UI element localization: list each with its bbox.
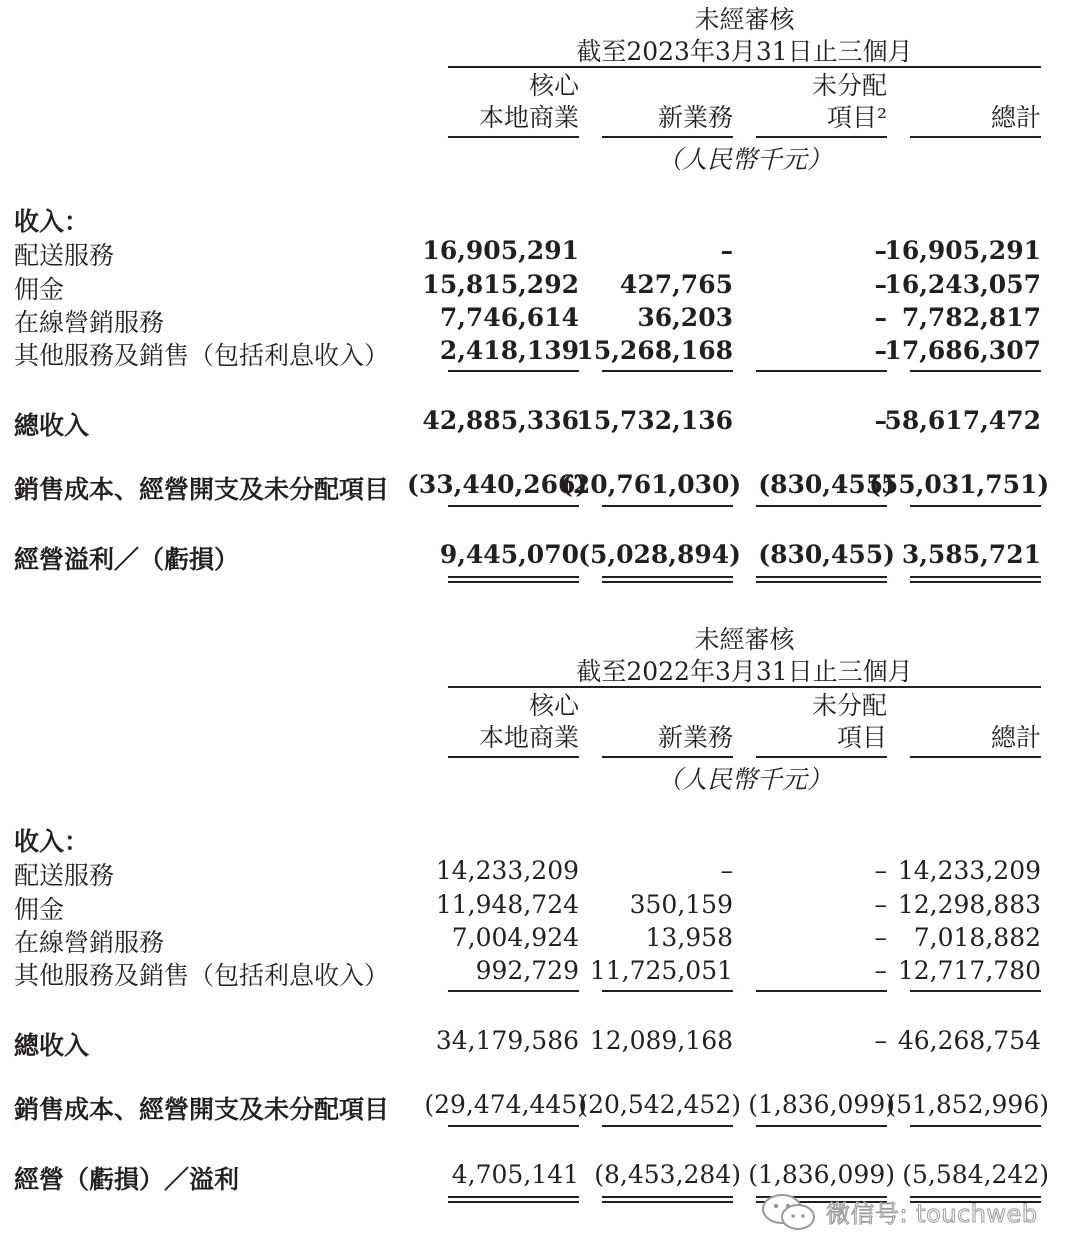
- revenue-row-label: 其他服務及銷售（包括利息收入）: [14, 341, 390, 370]
- operating-result-value: (830,455): [758, 540, 895, 569]
- operating-result-value: 3,585,721: [901, 540, 1041, 569]
- operating-result-value: 9,445,070: [439, 540, 579, 569]
- revenue-row-value: 17,686,307: [884, 336, 1041, 365]
- subtotal-rule: [910, 990, 1041, 992]
- costs-rule: [910, 505, 1041, 507]
- costs-value: (1,836,099): [748, 1090, 895, 1119]
- revenue-row-value: 11,725,051: [589, 956, 733, 985]
- column-header-line2: 本地商業: [478, 103, 579, 132]
- revenue-row-value: –: [874, 890, 887, 919]
- total-double-rule: [448, 576, 579, 583]
- unit-label: （人民幣千元）: [656, 145, 832, 174]
- total-revenue-value: 12,089,168: [589, 1026, 733, 1055]
- column-header-line2: 新業務: [657, 723, 733, 752]
- revenue-row-value: –: [874, 923, 887, 952]
- revenue-heading: 收入：: [14, 827, 90, 856]
- column-header-line1: 未分配: [811, 71, 887, 100]
- revenue-row-value: 350,159: [629, 890, 733, 919]
- total-revenue-value: 34,179,586: [435, 1026, 579, 1055]
- revenue-row-value: –: [874, 336, 887, 365]
- revenue-row-value: 12,717,780: [897, 956, 1041, 985]
- total-revenue-value: –: [874, 406, 887, 435]
- total-revenue-value: 15,732,136: [576, 406, 733, 435]
- revenue-row-label: 在線營銷服務: [14, 308, 165, 337]
- subtotal-rule: [448, 370, 579, 372]
- subtotal-rule: [910, 370, 1041, 372]
- revenue-row-value: 7,004,924: [451, 923, 579, 952]
- unit-label: （人民幣千元）: [656, 765, 832, 794]
- revenue-row-value: 7,746,614: [439, 303, 579, 332]
- column-header-underline: [910, 756, 1041, 758]
- costs-value: (29,474,445): [424, 1090, 587, 1119]
- column-header-underline: [756, 136, 887, 138]
- subtotal-rule: [602, 990, 733, 992]
- revenue-row-value: –: [874, 270, 887, 299]
- operating-result-value: (5,584,242): [902, 1160, 1049, 1189]
- costs-value: (33,440,266): [407, 470, 588, 499]
- costs-label: 銷售成本、經營開支及未分配項目: [14, 1095, 390, 1124]
- revenue-row-value: 16,905,291: [884, 236, 1041, 265]
- section-period: 截至2023年3月31日止三個月: [576, 37, 913, 66]
- column-header-underline: [602, 756, 733, 758]
- revenue-row-value: 36,203: [637, 303, 733, 332]
- period-underline: [448, 66, 1041, 68]
- period-underline: [448, 686, 1041, 688]
- revenue-row-value: 12,298,883: [897, 890, 1041, 919]
- section-title: 未經審核: [694, 625, 795, 654]
- revenue-row-value: 14,233,209: [897, 856, 1041, 885]
- revenue-row-label: 佣金: [14, 275, 65, 304]
- costs-rule: [448, 505, 579, 507]
- column-header-line1: 核心: [528, 71, 579, 100]
- total-double-rule: [448, 1196, 579, 1203]
- revenue-row-value: 2,418,139: [439, 336, 579, 365]
- revenue-row-label: 配送服務: [14, 861, 115, 890]
- costs-value: (55,031,751): [869, 470, 1050, 499]
- section-period: 截至2022年3月31日止三個月: [576, 657, 913, 686]
- costs-label: 銷售成本、經營開支及未分配項目: [14, 475, 390, 504]
- column-header-line2: 本地商業: [478, 723, 579, 752]
- revenue-row-value: 15,268,168: [576, 336, 733, 365]
- costs-rule: [910, 1125, 1041, 1127]
- revenue-row-value: –: [874, 856, 887, 885]
- costs-rule: [602, 505, 733, 507]
- operating-result-label: 經營（虧損）／溢利: [14, 1165, 240, 1194]
- costs-value: (20,761,030): [561, 470, 742, 499]
- column-header-line2: 總計: [990, 103, 1041, 132]
- revenue-row-value: 7,782,817: [901, 303, 1041, 332]
- revenue-row-value: –: [874, 956, 887, 985]
- watermark-text: 微信号: touchweb: [826, 1200, 1038, 1228]
- revenue-row-value: 16,243,057: [884, 270, 1041, 299]
- column-header-underline: [756, 756, 887, 758]
- costs-rule: [602, 1125, 733, 1127]
- revenue-row-value: 15,815,292: [422, 270, 579, 299]
- column-header-line2: 新業務: [657, 103, 733, 132]
- column-header-line2: 總計: [990, 723, 1041, 752]
- operating-result-value: (1,836,099): [748, 1160, 895, 1189]
- column-header-underline: [448, 756, 579, 758]
- total-revenue-value: –: [874, 1026, 887, 1055]
- revenue-row-value: 14,233,209: [435, 856, 579, 885]
- revenue-heading: 收入：: [14, 207, 90, 236]
- operating-result-value: 4,705,141: [451, 1160, 579, 1189]
- revenue-row-label: 其他服務及銷售（包括利息收入）: [14, 961, 390, 990]
- total-revenue-value: 46,268,754: [897, 1026, 1041, 1055]
- revenue-row-label: 配送服務: [14, 241, 115, 270]
- column-header-underline: [448, 136, 579, 138]
- column-header-line2: 項目: [836, 723, 887, 752]
- column-header-line1: 核心: [528, 691, 579, 720]
- total-revenue-value: 58,617,472: [884, 406, 1041, 435]
- costs-rule: [756, 1125, 887, 1127]
- subtotal-rule: [448, 990, 579, 992]
- total-double-rule: [602, 1196, 733, 1203]
- costs-value: (20,542,452): [578, 1090, 741, 1119]
- revenue-row-value: 427,765: [619, 270, 733, 299]
- revenue-row-label: 佣金: [14, 895, 65, 924]
- revenue-row-value: 992,729: [475, 956, 579, 985]
- total-double-rule: [910, 576, 1041, 583]
- costs-rule: [756, 505, 887, 507]
- revenue-row-value: –: [720, 856, 733, 885]
- total-revenue-value: 42,885,336: [422, 406, 579, 435]
- revenue-row-label: 在線營銷服務: [14, 928, 165, 957]
- subtotal-rule: [756, 990, 887, 992]
- costs-value: (51,852,996): [886, 1090, 1049, 1119]
- revenue-row-value: –: [874, 236, 887, 265]
- section-title: 未經審核: [694, 5, 795, 34]
- costs-rule: [448, 1125, 579, 1127]
- subtotal-rule: [756, 370, 887, 372]
- wechat-icon: [760, 1192, 818, 1232]
- total-double-rule: [756, 576, 887, 583]
- total-revenue-label: 總收入: [14, 1031, 90, 1060]
- operating-result-value: (8,453,284): [594, 1160, 741, 1189]
- revenue-row-value: –: [874, 303, 887, 332]
- total-double-rule: [602, 576, 733, 583]
- operating-result-label: 經營溢利／（虧損）: [14, 545, 240, 574]
- column-header-underline: [602, 136, 733, 138]
- revenue-row-value: –: [720, 236, 733, 265]
- subtotal-rule: [602, 370, 733, 372]
- operating-result-value: (5,028,894): [578, 540, 741, 569]
- total-revenue-label: 總收入: [14, 411, 90, 440]
- watermark: [760, 1188, 1060, 1236]
- costs-value: (830,455): [758, 470, 895, 499]
- column-header-line1: 未分配: [811, 691, 887, 720]
- column-header-underline: [910, 136, 1041, 138]
- revenue-row-value: 7,018,882: [913, 923, 1041, 952]
- revenue-row-value: 13,958: [645, 923, 733, 952]
- column-header-line2: 項目²: [826, 103, 887, 132]
- revenue-row-value: 16,905,291: [422, 236, 579, 265]
- revenue-row-value: 11,948,724: [435, 890, 579, 919]
